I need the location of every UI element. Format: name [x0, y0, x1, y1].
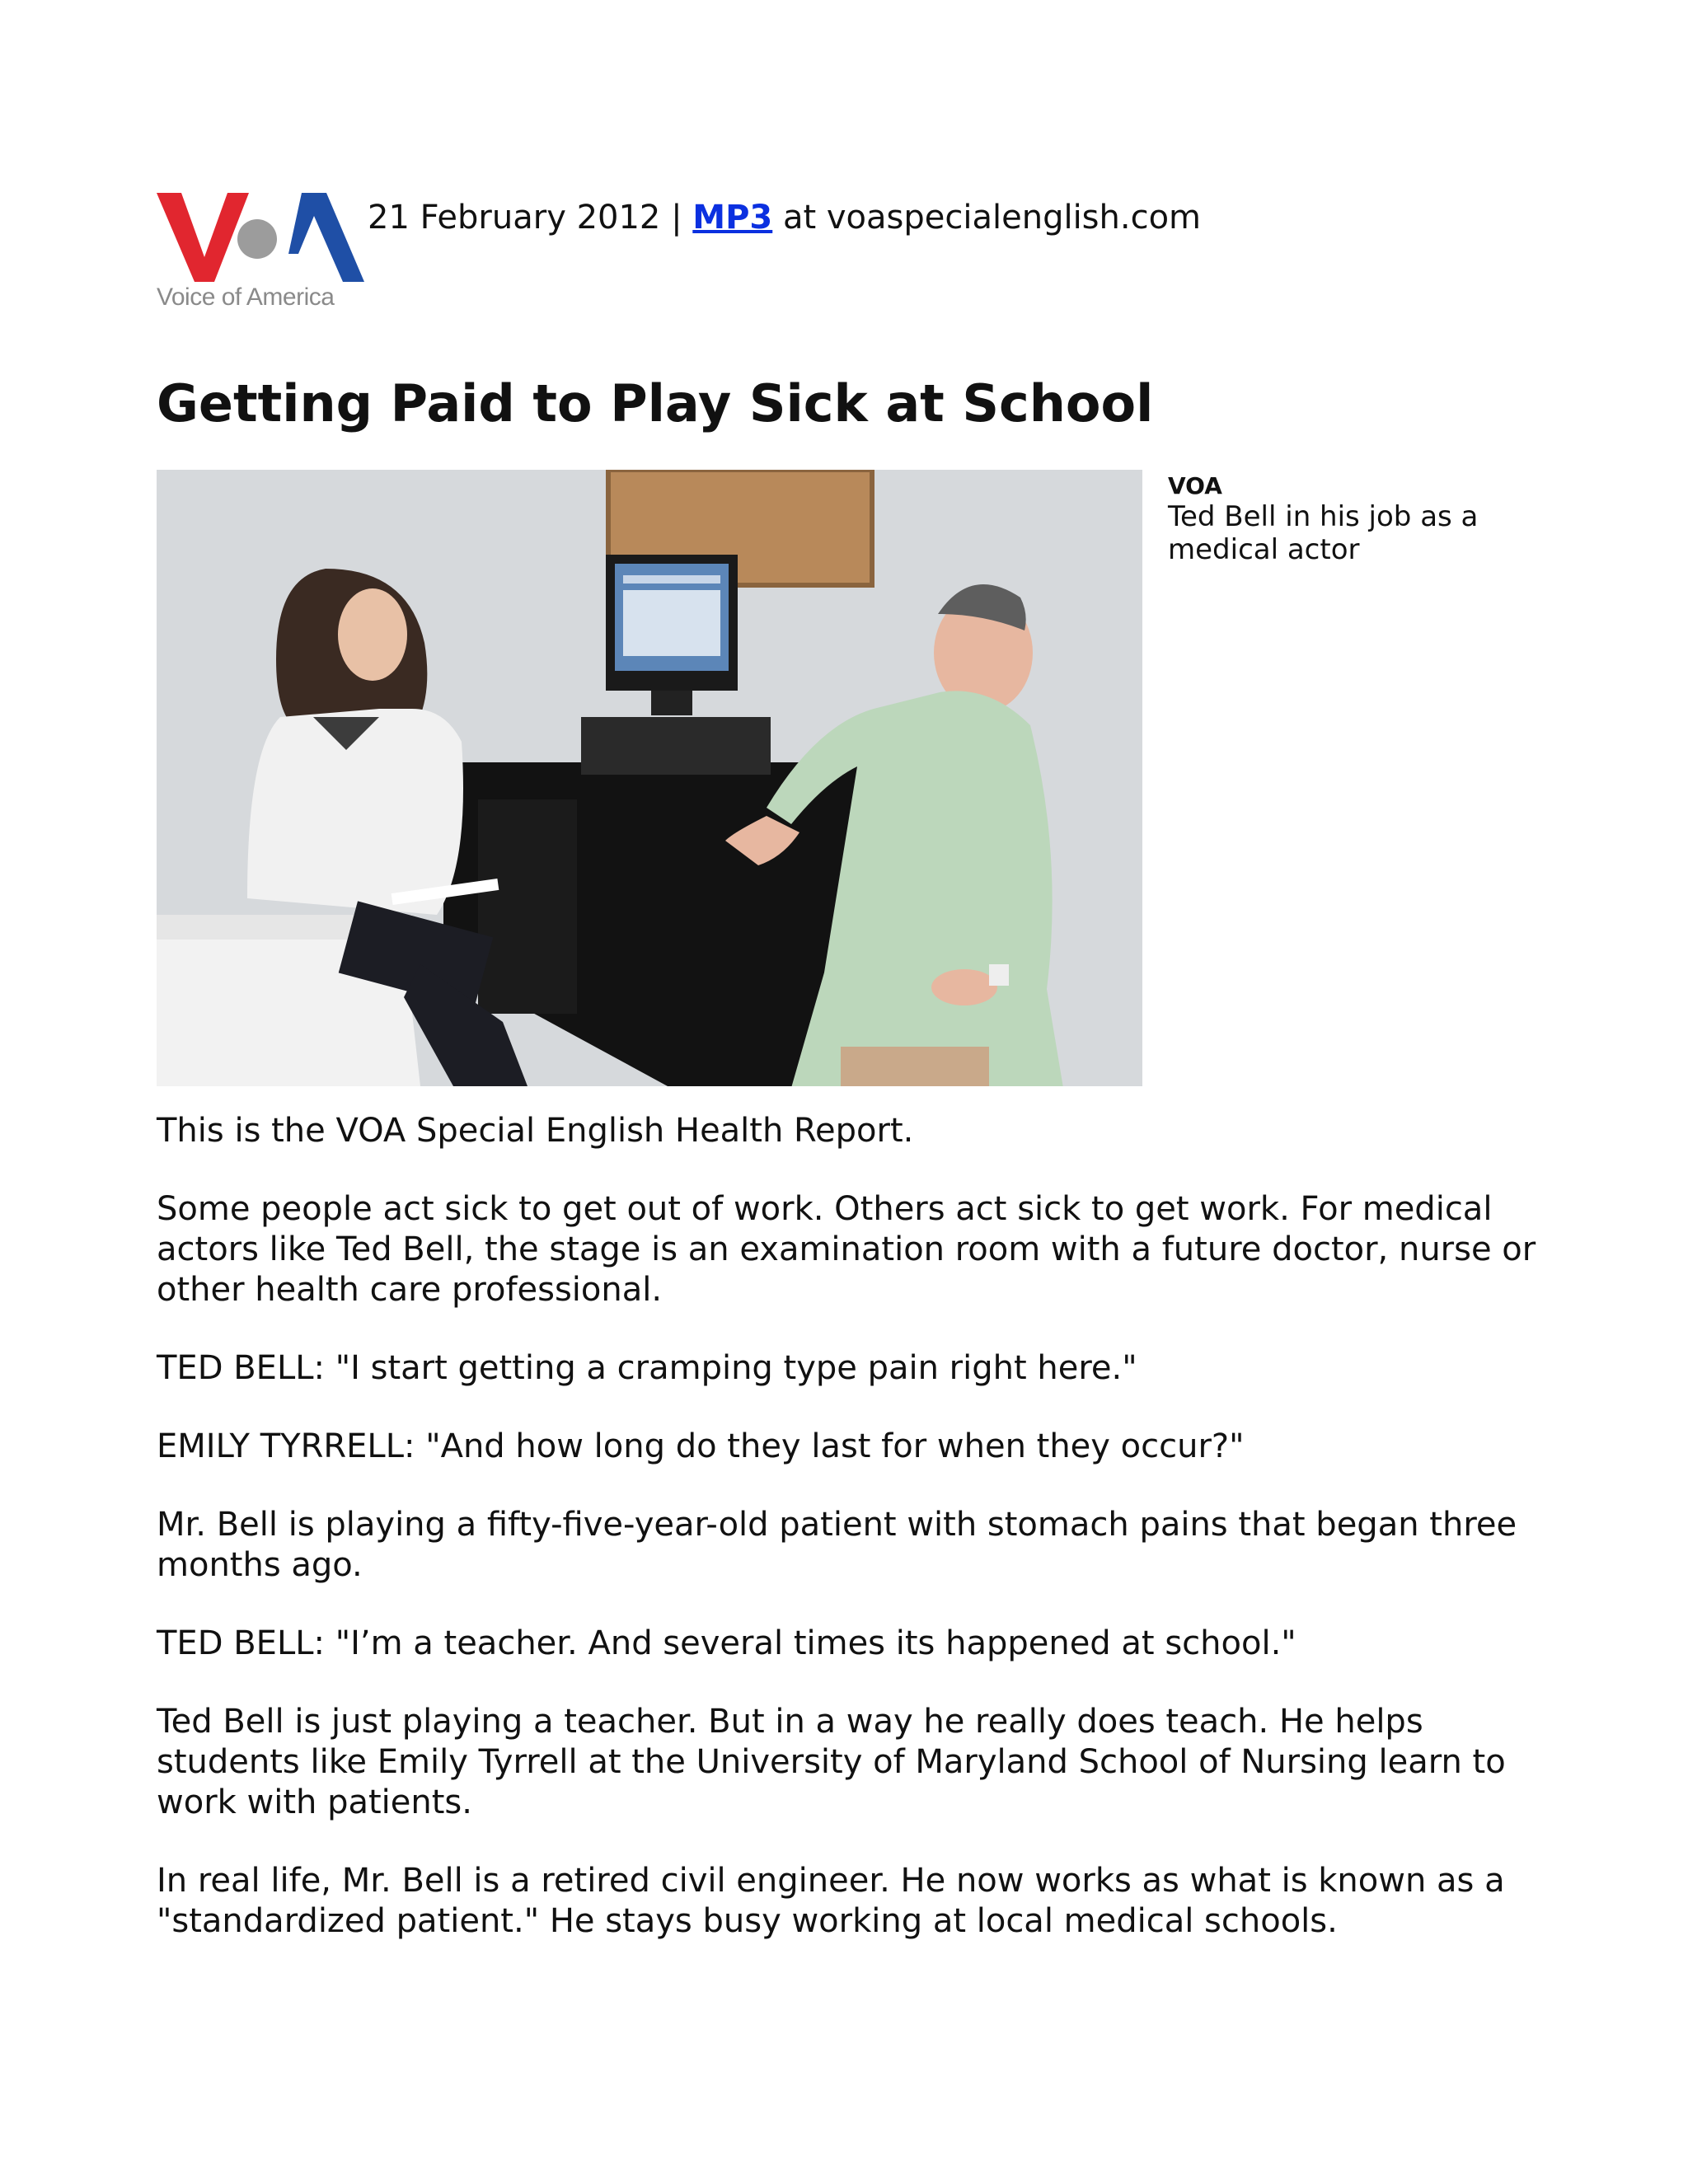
caption-text: Ted Bell in his job as a medical actor [1168, 500, 1479, 566]
paragraph: This is the VOA Special English Health Report. [157, 1112, 914, 1150]
paragraph: Some people act sick to get out of work. Others act sick to get work. For medical actors like Ted Bell, the stage is an examination room with a future doctor, nurse or other health care professional. [157, 1190, 1536, 1309]
voa-logo-mark [157, 193, 364, 284]
article-photo [157, 470, 1142, 1086]
article-body [157, 1111, 1541, 1980]
article-title: Getting Paid to Play Sick at School [157, 373, 1154, 434]
paragraph: TED BELL: "I’m a teacher. And several times its happened at school." [157, 1624, 1296, 1662]
dateline [368, 198, 1201, 237]
paragraph: In real life, Mr. Bell is a retired civil engineer. He now works as what is known as a "standardized patient." He stays busy working at local medical schools. [157, 1862, 1505, 1940]
photo-credit: VOA [1168, 472, 1222, 499]
logo-label: Voice of America [157, 284, 335, 311]
voa-logo[interactable] [157, 193, 364, 316]
paragraph: EMILY TYRRELL: "And how long do they last for when they occur?" [157, 1427, 1245, 1465]
paragraph: Ted Bell is just playing a teacher. But in a way he really does teach. He helps students like Emily Tyrrell at the University of Maryland School of Nursing learn to work with patients. [157, 1703, 1506, 1821]
paragraph: Mr. Bell is playing a fifty-five-year-old patient with stomach pains that began three months ago. [157, 1506, 1517, 1584]
mp3-link[interactable]: MP3 [692, 199, 773, 237]
publish-date: 21 February 2012 [368, 199, 661, 237]
site-text: at voaspecialenglish.com [782, 199, 1202, 237]
exam-room-illustration [157, 470, 1142, 1086]
separator: | [671, 199, 682, 237]
paragraph: TED BELL: "I start getting a cramping type pain right here." [157, 1349, 1137, 1387]
photo-caption [1168, 472, 1514, 566]
